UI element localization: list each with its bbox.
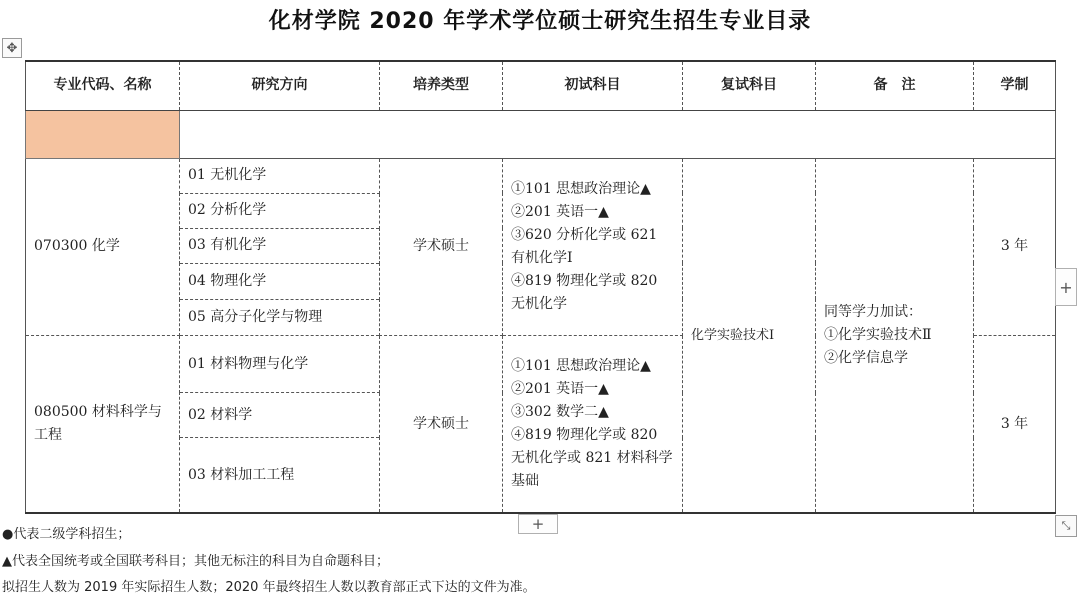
remark-line: ①化学实验技术Ⅱ bbox=[824, 326, 932, 343]
remark-line: ②化学信息学 bbox=[824, 349, 908, 366]
header-type: 培养类型 bbox=[380, 61, 503, 110]
catalog-table bbox=[25, 60, 1056, 514]
note-line: ▲代表全国统考或全国联考科目；其他无标注的科目为自命题科目； bbox=[2, 554, 389, 569]
exam-subjects-cell bbox=[503, 158, 683, 335]
exam-subjects-cell bbox=[503, 336, 683, 513]
move-icon[interactable]: ✥ bbox=[2, 38, 22, 58]
direction-item: 04 物理化学 bbox=[180, 263, 380, 299]
direction-item: 05 高分子化学与物理 bbox=[180, 299, 380, 335]
header-code-name: 专业代码、名称 bbox=[26, 61, 180, 110]
exam-subject: ③620 分析化学或 621 有机化学Ⅰ bbox=[511, 226, 658, 266]
section-cell bbox=[26, 110, 180, 158]
section-row bbox=[26, 110, 1056, 158]
direction-item: 03 有机化学 bbox=[180, 228, 380, 263]
exam-subject: ③302 数学二▲ bbox=[511, 404, 609, 421]
training-type: 学术硕士 bbox=[380, 158, 503, 335]
duration: 3 年 bbox=[974, 158, 1056, 335]
header-retest-subjects: 复试科目 bbox=[683, 61, 816, 110]
exam-subject: ④819 物理化学或 820 无机化学或 821 材料科学基础 bbox=[511, 427, 673, 490]
header-duration: 学制 bbox=[974, 61, 1056, 110]
duration: 3 年 bbox=[974, 336, 1056, 513]
note-line: ●代表二级学科招生； bbox=[2, 527, 131, 542]
direction-item: 01 材料物理与化学 bbox=[180, 336, 380, 393]
remark-line: 同等学力加试： bbox=[824, 303, 922, 320]
direction-item: 01 无机化学 bbox=[180, 158, 380, 193]
note-line: 拟招生人数为 2019 年实际招生人数；2020 年最终招生人数以教育部正式下达的文件为准。 bbox=[2, 580, 536, 595]
header-exam-subjects: 初试科目 bbox=[503, 61, 683, 110]
section-empty bbox=[180, 110, 1056, 158]
exam-subject: ②201 英语一▲ bbox=[511, 381, 609, 398]
add-row-icon[interactable]: + bbox=[518, 514, 558, 534]
direction-item: 03 材料加工工程 bbox=[180, 438, 380, 513]
major-code-name: 080500 材料科学与工程 bbox=[26, 336, 180, 513]
header-row bbox=[26, 61, 1056, 110]
exam-subject: ①101 思想政治理论▲ bbox=[511, 180, 651, 197]
exam-subject: ②201 英语一▲ bbox=[511, 203, 609, 220]
table-row bbox=[26, 158, 1056, 193]
direction-item: 02 分析化学 bbox=[180, 193, 380, 228]
resize-icon[interactable]: ⤡ bbox=[1055, 515, 1077, 537]
add-column-icon[interactable]: + bbox=[1055, 268, 1077, 306]
exam-subject: ①101 思想政治理论▲ bbox=[511, 358, 651, 375]
direction-item: 02 材料学 bbox=[180, 393, 380, 438]
page-title: 化材学院 2020 年学术学位硕士研究生招生专业目录 bbox=[268, 9, 812, 34]
major-code-name: 070300 化学 bbox=[26, 158, 180, 335]
training-type: 学术硕士 bbox=[380, 336, 503, 513]
header-remarks: 备 注 bbox=[816, 61, 974, 110]
retest-subjects: 化学实验技术Ⅰ bbox=[683, 158, 816, 513]
header-direction: 研究方向 bbox=[180, 61, 380, 110]
remarks-cell bbox=[816, 158, 974, 513]
exam-subject: ④819 物理化学或 820 无机化学 bbox=[511, 272, 658, 312]
